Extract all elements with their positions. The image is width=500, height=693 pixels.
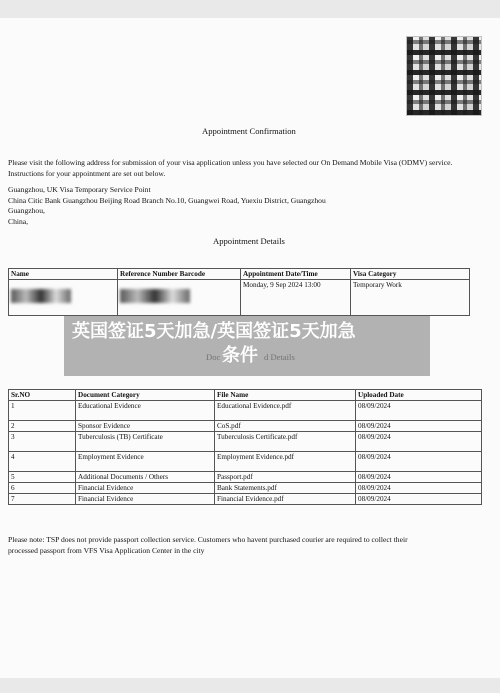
table-row bbox=[9, 432, 482, 452]
address-line: China Citic Bank Guangzhou Beijing Road Branch No.10, Guangwei Road, Yuexiu District, Guangzhou bbox=[8, 195, 326, 205]
table-header: Sr.NO bbox=[9, 390, 76, 401]
file-name: CoS.pdf bbox=[215, 421, 356, 432]
appointment-table bbox=[8, 268, 470, 316]
table-row bbox=[9, 494, 482, 505]
row-number: 4 bbox=[9, 452, 76, 472]
table-row bbox=[9, 280, 470, 316]
row-number: 3 bbox=[9, 432, 76, 452]
qr-code-icon bbox=[406, 36, 482, 116]
address-block bbox=[8, 185, 488, 227]
file-name: Financial Evidence.pdf bbox=[215, 494, 356, 505]
uploaded-date: 08/09/2024 bbox=[356, 483, 482, 494]
document-category: Additional Documents / Others bbox=[76, 472, 215, 483]
document-category: Tuberculosis (TB) Certificate bbox=[76, 432, 215, 452]
table-header: File Name bbox=[215, 390, 356, 401]
row-number: 7 bbox=[9, 494, 76, 505]
table-header-row bbox=[9, 269, 470, 280]
table-row bbox=[9, 421, 482, 432]
document-category: Employment Evidence bbox=[76, 452, 215, 472]
table-header: Document Category bbox=[76, 390, 215, 401]
table-row bbox=[9, 452, 482, 472]
intro-text: Please visit the following address for submission of your visa application unless you have selected our On Demand Mobile Visa (ODMV) service. Instructions for your appointment are set out below. bbox=[8, 158, 453, 178]
file-name: Tuberculosis Certificate.pdf bbox=[215, 432, 356, 452]
document-category: Financial Evidence bbox=[76, 494, 215, 505]
document-category: Educational Evidence bbox=[76, 401, 215, 421]
document-category: Sponsor Evidence bbox=[76, 421, 215, 432]
visa-category: Temporary Work bbox=[351, 280, 470, 316]
table-row bbox=[9, 483, 482, 494]
file-name: Passport.pdf bbox=[215, 472, 356, 483]
table-header-row bbox=[9, 390, 482, 401]
document-title: Appointment Confirmation bbox=[202, 126, 296, 136]
barcode-redacted bbox=[118, 280, 241, 316]
table-header: Reference Number Barcode bbox=[118, 269, 241, 280]
table-header: Uploaded Date bbox=[356, 390, 482, 401]
row-number: 5 bbox=[9, 472, 76, 483]
address-line: Guangzhou, bbox=[8, 206, 45, 215]
uploaded-date: 08/09/2024 bbox=[356, 421, 482, 432]
documents-table bbox=[8, 389, 482, 505]
file-name: Employment Evidence.pdf bbox=[215, 452, 356, 472]
uploaded-date: 08/09/2024 bbox=[356, 452, 482, 472]
address-line: Guangzhou, UK Visa Temporary Service Point bbox=[8, 185, 151, 194]
table-header: Visa Category bbox=[351, 269, 470, 280]
appointment-details-heading: Appointment Details bbox=[213, 236, 285, 246]
uploaded-date: 08/09/2024 bbox=[356, 472, 482, 483]
row-number: 2 bbox=[9, 421, 76, 432]
table-row bbox=[9, 472, 482, 483]
address-line: China, bbox=[8, 216, 29, 226]
passport-note: Please note: TSP does not provide passport collection service. Customers who havent purchased courier are required to collect their processed passport from VFS Visa Application Center in the city bbox=[8, 535, 408, 555]
applicant-name-redacted bbox=[9, 280, 118, 316]
uploaded-date: 08/09/2024 bbox=[356, 494, 482, 505]
table-row bbox=[9, 401, 482, 421]
row-number: 6 bbox=[9, 483, 76, 494]
banner-line-2: 条件 bbox=[222, 345, 258, 366]
file-name: Educational Evidence.pdf bbox=[215, 401, 356, 421]
table-header: Name bbox=[9, 269, 118, 280]
table-header: Appointment Date/Time bbox=[241, 269, 351, 280]
row-number: 1 bbox=[9, 401, 76, 421]
banner-line-1: 英国签证5天加急/英国签证5天加急 bbox=[72, 321, 356, 342]
appointment-datetime: Monday, 9 Sep 2024 13:00 bbox=[241, 280, 351, 316]
file-name: Bank Statements.pdf bbox=[215, 483, 356, 494]
document-category: Financial Evidence bbox=[76, 483, 215, 494]
watermark-banner-text bbox=[72, 320, 432, 368]
uploaded-date: 08/09/2024 bbox=[356, 432, 482, 452]
uploaded-date: 08/09/2024 bbox=[356, 401, 482, 421]
